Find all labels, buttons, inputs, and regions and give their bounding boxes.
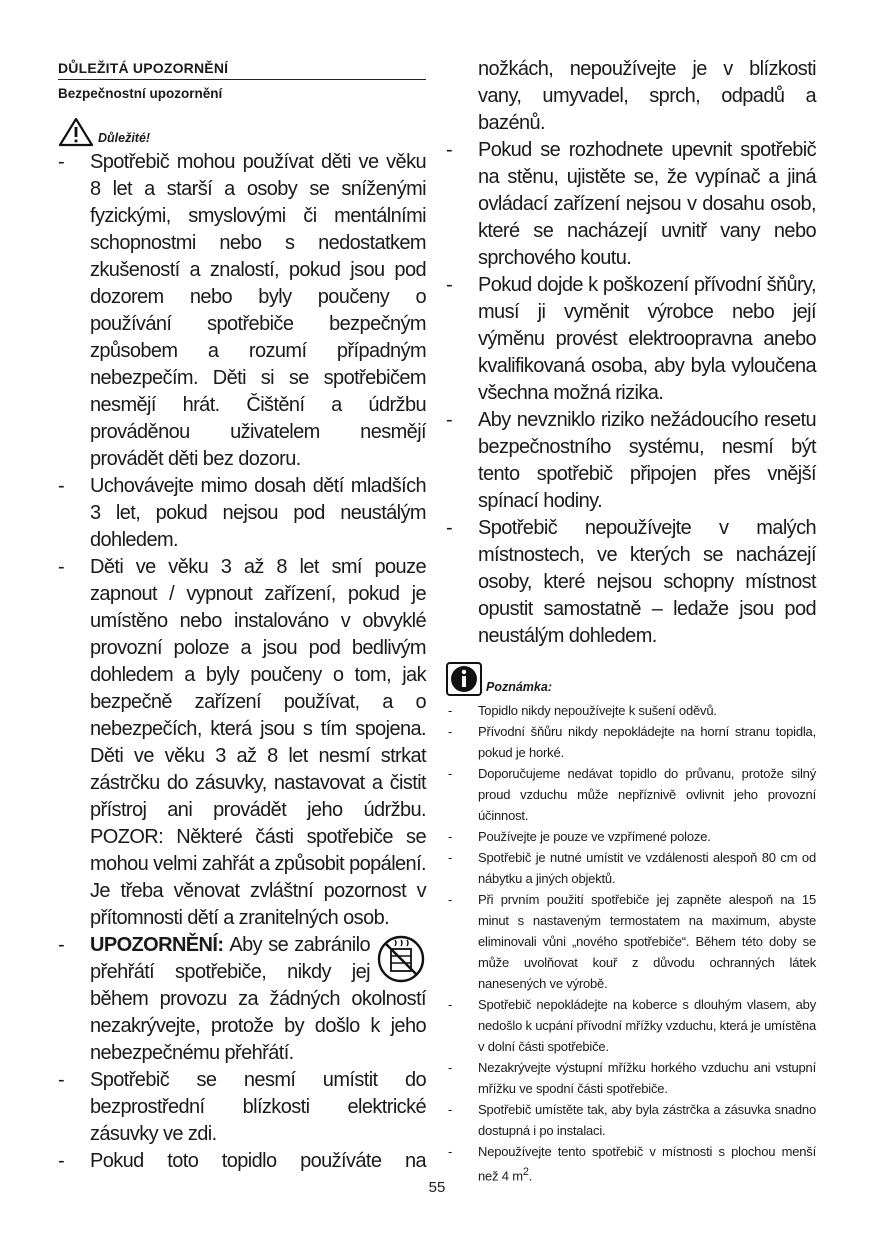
note-item: - Topidlo nikdy nepoužívejte k sušení oděvů. <box>448 703 717 718</box>
note-item: - Nezakrývejte výstupní mřížku horkého vzduchu ani vstupní mřížku ve spodní části spotřebiče. <box>448 1060 816 1096</box>
safety-list-left <box>58 149 426 1175</box>
warning-triangle-icon <box>58 117 94 147</box>
left-column <box>58 58 426 1175</box>
list-item: - Spotřebič mohou používat děti ve věku 8 let a starší a osoby se sníženými fyzickými, smyslovými či mentálními schopnostmi nebo s nedostatkem zkušeností a znalostí, pokud jsou pod dozorem nebo byly poučeny o používání spotřebiče bezpečným způsobem a rozumí případným nebezpečím. Děti si se spotřebičem nesmějí hrát. Čištění a údržbu prováděnou uživatelem nesmějí provádět děti bez dozoru. <box>58 151 426 470</box>
important-notice <box>58 117 426 147</box>
list-item: - Pokud dojde k poškození přívodní šňůry, musí ji vyměnit výrobce nebo její výměnu provést elektroopravna anebo kvalifikovaná osoba, aby byla vyloučena všechna možná rizika. <box>446 274 816 404</box>
list-item: - Uchovávejte mimo dosah dětí mladších 3 let, pokud nejsou pod neustálým dohledem. <box>58 475 426 551</box>
warning-label: UPOZORNĚNÍ: <box>90 934 224 956</box>
note-item: - Přívodní šňůru nikdy nepokládejte na horní stranu topidla, pokud je horké. <box>448 724 816 760</box>
note-item: - Používejte je pouze ve vzpřímené poloze. <box>448 829 711 844</box>
safety-list-right <box>446 56 816 650</box>
note-list <box>446 700 816 1186</box>
info-icon <box>446 662 482 696</box>
section-subheading: Bezpečnostní upozornění <box>58 86 223 101</box>
list-item: - Spotřebič se nesmí umístit do bezprostřední blízkosti elektrické zásuvky ve zdi. <box>58 1069 426 1145</box>
right-column <box>446 58 816 1186</box>
list-item: - Aby nevzniklo riziko nežádoucího resetu bezpečnostního systému, nesmí být tento spotřebič připojen přes vnější spínací hodiny. <box>446 409 816 512</box>
list-item: - Pokud se rozhodnete upevnit spotřebič na stěnu, ujistěte se, že vypínač a jiná ovládací zařízení nejsou v dosahu osob, které se nacházejí uvnitř vany nebo sprchového koutu. <box>446 139 816 269</box>
important-label: Důležité! <box>98 131 151 145</box>
note-item: - Spotřebič nepokládejte na koberce s dlouhým vlasem, aby nedošlo k ucpání přívodní mřížky vzduchu, která je umístěna v dolní části spotřebiče. <box>448 997 816 1054</box>
note-item: - Spotřebič je nutné umístit ve vzdálenosti alespoň 80 cm od nábytku a jiných objektů. <box>448 850 816 886</box>
note-item: - Při prvním použití spotřebiče jej zapněte alespoň na 15 minut s nastaveným termostatem na maximum, abyste eliminovali vůni „nového spotřebiče“. Během této doby se může uvolňovat kouř z důvodu ochranných látek nanesených ve výrobě. <box>448 892 816 991</box>
list-item: - Spotřebič nepoužívejte v malých místnostech, ve kterých se nacházejí osoby, které nejsou schopny místnost opustit samostatně – ledaže jsou pod neustálým dohledem. <box>446 517 816 647</box>
list-item: - Děti ve věku 3 až 8 let smí pouze zapnout / vypnout zařízení, pokud je umístěno nebo instalováno v obvyklé provozní poloze a jsou pod bedlivým dohledem a byly poučeny o tom, jak bezpečně zařízení používat, a o nebezpečích, která jsou s tím spojena. Děti ve věku 3 až 8 let nesmí strkat zástrčku do zásuvky, nastavovat a čistit přístroj ani provádět jeho údržbu. POZOR: Některé části spotřebiče se mohou velmi zahřát a způsobit popálení. Je třeba věnovat zvláštní pozornost v přítomnosti dětí a zranitelných osob. <box>58 556 426 929</box>
warning-list-item: - UPOZORNĚNÍ: Aby se zabránilo přehřátí spotřebiče, nikdy jej během provozu za žádných okolností nezakrývejte, protože by došlo k jeho nebezpečnému přehřátí. <box>58 934 426 1064</box>
section-heading: DŮLEŽITÁ UPOZORNĚNÍ <box>58 60 426 80</box>
list-item: - Pokud toto topidlo používáte na <box>58 1150 426 1172</box>
note-notice <box>446 662 816 696</box>
note-label: Poznámka: <box>486 680 552 694</box>
do-not-cover-icon <box>376 934 426 984</box>
page-number: 55 <box>428 1179 446 1196</box>
note-item: - Nepoužívejte tento spotřebič v místnosti s plochou menší než 4 $m^2$. <box>448 1144 816 1184</box>
note-item: - Doporučujeme nedávat topidlo do průvanu, protože silný proud vzduchu může nepříznivě ovlivnit jeho provozní účinnost. <box>448 766 816 823</box>
list-item-continuation: nožkách, nepoužívejte je v blízkosti vany, umyvadel, sprch, odpadů a bazénů. <box>478 58 816 134</box>
note-item: - Spotřebič umístěte tak, aby byla zástrčka a zásuvka snadno dostupná i po instalaci. <box>448 1102 816 1138</box>
